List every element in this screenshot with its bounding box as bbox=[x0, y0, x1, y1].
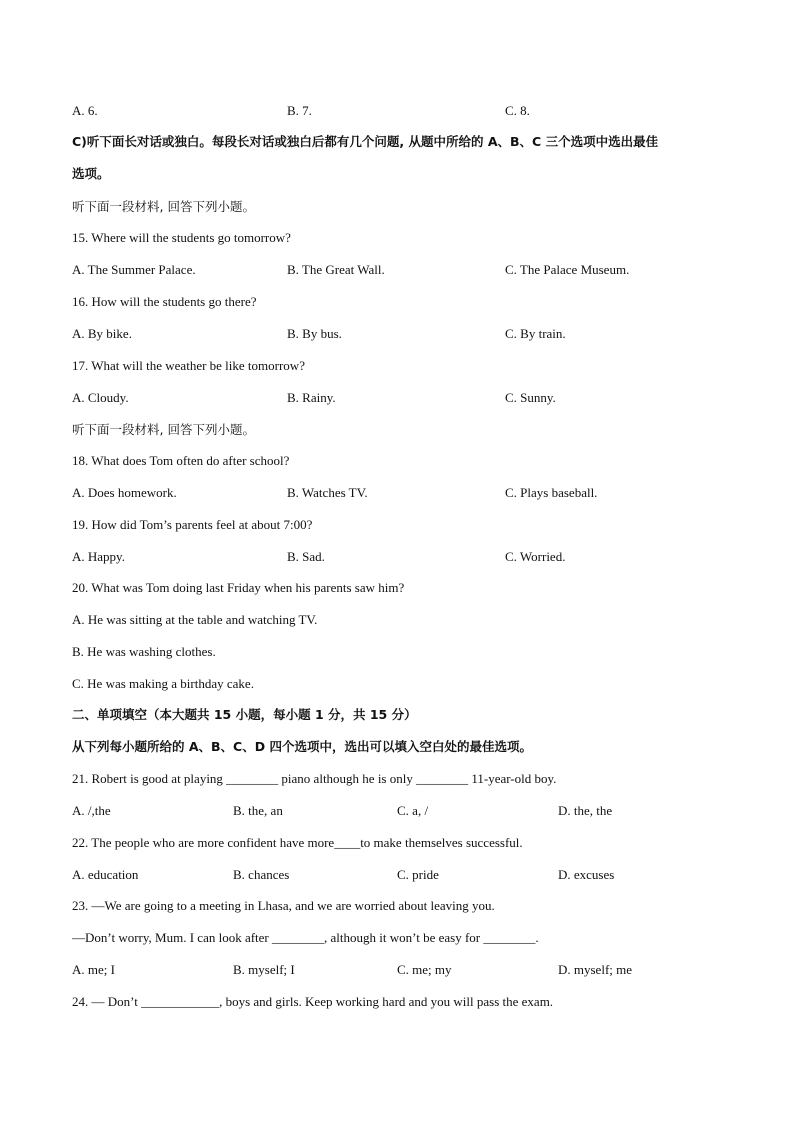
q23-option-c: C. me; my bbox=[397, 962, 452, 977]
q16-option-b: B. By bus. bbox=[287, 326, 342, 341]
q21-option-d: D. the, the bbox=[558, 803, 613, 818]
q21-option-a: A. /,the bbox=[72, 803, 111, 818]
q16-question: 16. How will the students go there? bbox=[72, 294, 257, 309]
q16-option-a: A. By bike. bbox=[72, 326, 132, 341]
q14-option-b: B. 7. bbox=[287, 103, 312, 118]
material-intro-2: 听下面一段材料, 回答下列小题。 bbox=[72, 422, 255, 437]
q20-question: 20. What was Tom doing last Friday when his parents saw him? bbox=[72, 580, 405, 595]
section2-instructions: 从下列每小题所给的 A、B、C、D 四个选项中，选出可以填入空白处的最佳选项。 bbox=[72, 739, 532, 754]
section-c-instructions: C)听下面长对话或独白。每段长对话或独白后都有几个问题, 从题中所给的 A、B、C 三个选项中选出最佳 bbox=[72, 134, 659, 149]
q18-question: 18. What does Tom often do after school? bbox=[72, 453, 290, 468]
q20-option-c: C. He was making a birthday cake. bbox=[72, 676, 254, 691]
q22-option-d: D. excuses bbox=[558, 867, 615, 882]
q15-question: 15. Where will the students go tomorrow? bbox=[72, 230, 291, 245]
q21-question: 21. Robert is good at playing ________ piano although he is only ________ 11-year-old boy. bbox=[72, 771, 557, 786]
q18-option-a: A. Does homework. bbox=[72, 485, 177, 500]
q23-line1: 23. —We are going to a meeting in Lhasa, and we are worried about leaving you. bbox=[72, 898, 495, 913]
q24-question: 24. — Don’t ____________, boys and girls. Keep working hard and you will pass the exam. bbox=[72, 994, 554, 1009]
q22-option-b: B. chances bbox=[233, 867, 290, 882]
section-c-instructions-cont: 选项。 bbox=[72, 166, 110, 181]
q19-option-c: C. Worried. bbox=[505, 549, 566, 564]
q23-option-b: B. myself; I bbox=[233, 962, 295, 977]
q22-option-a: A. education bbox=[72, 867, 139, 882]
section2-title: 二、单项填空（本大题共 15 小题，每小题 1 分，共 15 分） bbox=[72, 707, 417, 722]
q19-question: 19. How did Tom’s parents feel at about 7:00? bbox=[72, 517, 313, 532]
q18-option-c: C. Plays baseball. bbox=[505, 485, 598, 500]
q17-option-c: C. Sunny. bbox=[505, 390, 556, 405]
q22-option-c: C. pride bbox=[397, 867, 439, 882]
q20-option-b: B. He was washing clothes. bbox=[72, 644, 216, 659]
q17-option-b: B. Rainy. bbox=[287, 390, 336, 405]
q14-option-c: C. 8. bbox=[505, 103, 530, 118]
q18-option-b: B. Watches TV. bbox=[287, 485, 368, 500]
q20-option-a: A. He was sitting at the table and watching TV. bbox=[72, 612, 318, 627]
q15-option-b: B. The Great Wall. bbox=[287, 262, 385, 277]
q21-option-c: C. a, / bbox=[397, 803, 429, 818]
q17-option-a: A. Cloudy. bbox=[72, 390, 129, 405]
material-intro-1: 听下面一段材料, 回答下列小题。 bbox=[72, 199, 255, 214]
q19-option-a: A. Happy. bbox=[72, 549, 125, 564]
q17-question: 17. What will the weather be like tomorrow? bbox=[72, 358, 305, 373]
q23-option-d: D. myself; me bbox=[558, 962, 633, 977]
q19-option-b: B. Sad. bbox=[287, 549, 325, 564]
q23-option-a: A. me; I bbox=[72, 962, 115, 977]
q21-option-b: B. the, an bbox=[233, 803, 283, 818]
q22-question: 22. The people who are more confident have more____to make themselves successful. bbox=[72, 835, 523, 850]
q15-option-a: A. The Summer Palace. bbox=[72, 262, 196, 277]
q23-line2: —Don’t worry, Mum. I can look after ________, although it won’t be easy for ________. bbox=[72, 930, 539, 945]
q15-option-c: C. The Palace Museum. bbox=[505, 262, 630, 277]
q16-option-c: C. By train. bbox=[505, 326, 566, 341]
q14-option-a: A. 6. bbox=[72, 103, 98, 118]
